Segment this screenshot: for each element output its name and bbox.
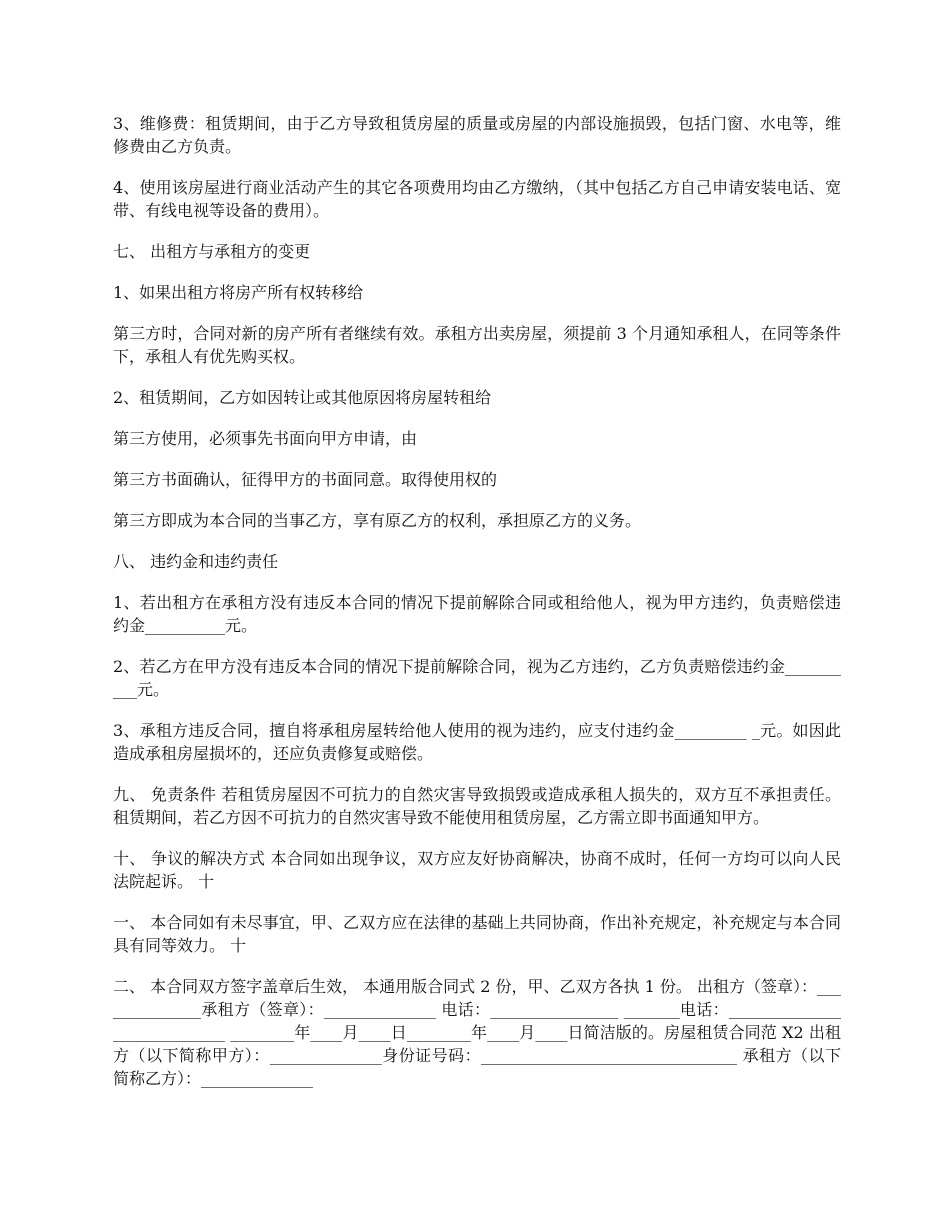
paragraph-third-party-use: 第三方使用，必须事先书面向甲方申请，由: [113, 429, 418, 448]
section-heading-8: 八、 违约金和违约责任: [113, 552, 279, 571]
paragraph-commercial-fees: 4、使用该房屋进行商业活动产生的其它各项费用均由乙方缴纳，（其中包括乙方自己申请安装电话、宽带、有线电视等设备的费用）。: [113, 178, 841, 220]
paragraph-ownership-transfer: 1、如果出租方将房产所有权转移给: [113, 283, 364, 302]
paragraph-dispute: 十、 争议的解决方式 本合同如出现争议，双方应友好协商解决，协商不成时，任何一方均可以向人民法院起诉。 十: [113, 849, 841, 891]
paragraph-signatures: 二、 本合同双方签字盖章后生效， 本通用版合同式 2 份，甲、乙双方各执 1 份。 出租方（签章）：______________承租方（签章）：______________ 电话：________________ _______电话：____________________________ ________年____月____日________年____月____日简洁版的。房屋租赁合同范 X2 出租方（以下简称甲方）：______________身份证号码：________________________________ 承租方（以下简称乙方）：______________: [113, 977, 841, 1088]
section-heading-7: 七、 出租方与承租方的变更: [113, 242, 311, 261]
paragraph-third-party-validity: 第三方时，合同对新的房产所有者继续有效。承租方出卖房屋，须提前 3 个月通知承租人，在同等条件下，承租人有优先购买权。: [113, 324, 841, 366]
paragraph-exemption: 九、 免责条件 若租赁房屋因不可抗力的自然灾害导致损毁或造成承租人损失的，双方互不承担责任。租赁期间，若乙方因不可抗力的自然灾害导致不能使用租赁房屋，乙方需立即书面通知甲方。: [113, 785, 841, 827]
paragraph-penalty-lessee: 2、若乙方在甲方没有违反本合同的情况下提前解除合同，视为乙方违约，乙方负责赔偿违约金__________元。: [113, 657, 841, 699]
document-page: [113, 112, 841, 1108]
paragraph-sublease: 2、租赁期间，乙方如因转让或其他原因将房屋转租给: [113, 388, 492, 407]
paragraph-penalty-lessor: 1、若出租方在承租方没有违反本合同的情况下提前解除合同或租给他人，视为甲方违约，负责赔偿违约金__________元。: [113, 593, 841, 635]
paragraph-supplement: 一、 本合同如有未尽事宜，甲、乙双方应在法律的基础上共同协商，作出补充规定，补充规定与本合同具有同等效力。 十: [113, 913, 841, 955]
paragraph-third-party-confirm: 第三方书面确认，征得甲方的书面同意。取得使用权的: [113, 470, 498, 489]
paragraph-repair-fee: 3、维修费：租赁期间，由于乙方导致租赁房屋的质量或房屋的内部设施损毁，包括门窗、水电等，维修费由乙方负责。: [113, 114, 841, 156]
paragraph-penalty-transfer: 3、承租方违反合同，擅自将承租房屋转给他人使用的视为违约，应支付违约金_________ _元。如因此造成承租房屋损坏的，还应负责修复或赔偿。: [113, 721, 841, 763]
paragraph-third-party-party: 第三方即成为本合同的当事乙方，享有原乙方的权利，承担原乙方的义务。: [113, 511, 642, 530]
